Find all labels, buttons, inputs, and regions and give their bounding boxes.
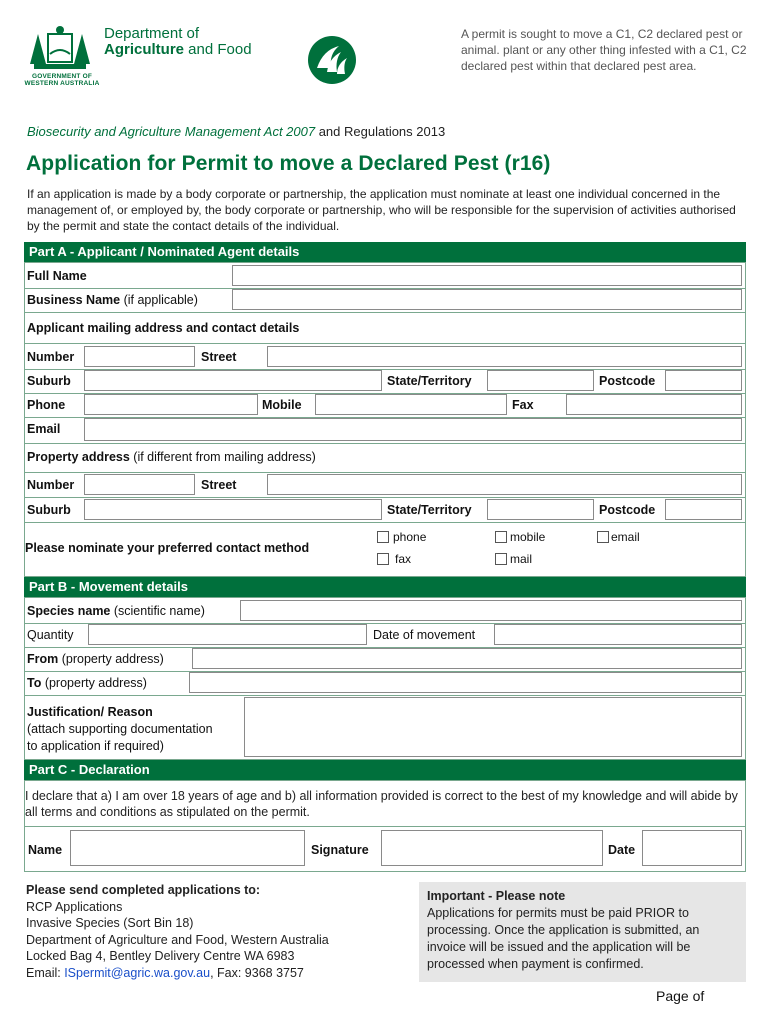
postcode-label: Postcode	[599, 374, 656, 388]
mobile-label: Mobile	[262, 398, 302, 412]
mailing-suburb-field[interactable]	[84, 370, 382, 391]
wa-crest-logo	[24, 24, 96, 74]
business-name-label: Business Name (if applicable)	[27, 293, 198, 307]
send-instructions: Please send completed applications to: RCP Applications Invasive Species (Sort Bin 18) Department of Agriculture and Food, Western Australia Locked Bag 4, Bentley Delivery Centre WA 6983 Email: ISpermit@agric.wa.gov.au, Fax: 9368 3757	[26, 883, 329, 980]
part-a-heading: Part A - Applicant / Nominated Agent details	[24, 242, 746, 262]
contact-fax-checkbox[interactable]	[377, 553, 389, 565]
suburb-label: Suburb	[27, 374, 71, 388]
contact-fax-label: fax	[395, 552, 412, 566]
full-name-label: Full Name	[27, 269, 87, 283]
department-name: Department of Agriculture and Food	[104, 25, 252, 58]
contact-mobile-label: mobile	[510, 530, 546, 544]
species-label: Species name (scientific name)	[27, 604, 205, 618]
act-reference: Biosecurity and Agriculture Management Act 2007 and Regulations 2013	[27, 124, 446, 139]
contact-email-label: email	[611, 530, 640, 544]
part-b-heading: Part B - Movement details	[24, 577, 746, 597]
fax-label: Fax	[512, 398, 534, 412]
contact-method-label: Please nominate your preferred contact method	[25, 541, 310, 555]
to-label: To (property address)	[27, 676, 147, 690]
contact-phone-label: phone	[393, 530, 427, 544]
property-number-label: Number	[27, 478, 75, 492]
quantity-field[interactable]	[88, 624, 367, 645]
property-street-field[interactable]	[267, 474, 742, 495]
important-note: Important - Please note Applications for permits must be paid PRIOR to processing. Once the application is submitted, an invoice will be issued and the application will be processed when payment is confirmed.	[419, 882, 746, 982]
date-label: Date	[608, 843, 636, 857]
email-label: Email	[27, 422, 61, 436]
mailing-street-field[interactable]	[267, 346, 742, 367]
mailing-state-field[interactable]	[487, 370, 594, 391]
state-label: State/Territory	[387, 374, 472, 388]
property-suburb-field[interactable]	[84, 499, 382, 520]
government-label: GOVERNMENT OF WESTERN AUSTRALIA	[24, 73, 100, 87]
mobile-field[interactable]	[315, 394, 507, 415]
mailing-heading: Applicant mailing address and contact details	[27, 321, 300, 335]
property-suburb-label: Suburb	[27, 503, 71, 517]
declaration-date-field[interactable]	[642, 830, 742, 866]
signature-label: Signature	[311, 843, 369, 857]
contact-email-checkbox[interactable]	[597, 531, 609, 543]
property-postcode-label: Postcode	[599, 503, 656, 517]
name-label: Name	[28, 843, 63, 857]
intro-text: If an application is made by a body corporate or partnership, the application must nominate at least one individual concerned in the management of, or employed by, the body corporate or partnership, who will be responsible for the supervision of activities authorised by the permit and state the contact details of the individual.	[27, 187, 736, 233]
justification-label: Justification/ Reason (attach supporting documentation to application if required)	[27, 705, 213, 753]
page-number: Page of	[656, 988, 705, 1004]
property-postcode-field[interactable]	[665, 499, 742, 520]
property-state-field[interactable]	[487, 499, 594, 520]
department-swirl-logo	[307, 34, 357, 86]
part-c-heading: Part C - Declaration	[24, 760, 746, 780]
contact-phone-checkbox[interactable]	[377, 531, 389, 543]
from-label: From (property address)	[27, 652, 164, 666]
business-name-field[interactable]	[232, 289, 742, 310]
justification-field[interactable]	[244, 697, 742, 757]
declaration-text: I declare that a) I am over 18 years of age and b) all information provided is correct to the best of my knowledge and will abide by all terms and conditions as stipulated on the permit.	[25, 789, 738, 819]
signature-field[interactable]	[381, 830, 603, 866]
street-label: Street	[201, 350, 237, 364]
contact-mail-checkbox[interactable]	[495, 553, 507, 565]
property-address-heading: Property address (if different from mailing address)	[27, 450, 316, 464]
page-title: Application for Permit to move a Declared Pest (r16)	[26, 152, 551, 175]
phone-field[interactable]	[84, 394, 258, 415]
date-of-movement-field[interactable]	[494, 624, 742, 645]
mailing-number-field[interactable]	[84, 346, 195, 367]
species-field[interactable]	[240, 600, 742, 621]
date-of-movement-label: Date of movement	[373, 628, 476, 642]
phone-label: Phone	[27, 398, 66, 412]
quantity-label: Quantity	[27, 628, 74, 642]
contact-mobile-checkbox[interactable]	[495, 531, 507, 543]
from-field[interactable]	[192, 648, 742, 669]
full-name-field[interactable]	[232, 265, 742, 286]
number-label: Number	[27, 350, 75, 364]
mailing-postcode-field[interactable]	[665, 370, 742, 391]
permit-note: A permit is sought to move a C1, C2 declared pest or animal. plant or any other thing infested with a C1, C2 declared pest within that declared pest area.	[461, 27, 747, 73]
contact-mail-label: mail	[510, 552, 533, 566]
property-street-label: Street	[201, 478, 237, 492]
fax-field[interactable]	[566, 394, 742, 415]
email-link[interactable]: ISpermit@agric.wa.gov.au	[64, 965, 211, 980]
declaration-name-field[interactable]	[70, 830, 305, 866]
property-state-label: State/Territory	[387, 503, 472, 517]
property-number-field[interactable]	[84, 474, 195, 495]
to-field[interactable]	[189, 672, 742, 693]
email-field[interactable]	[84, 418, 742, 441]
